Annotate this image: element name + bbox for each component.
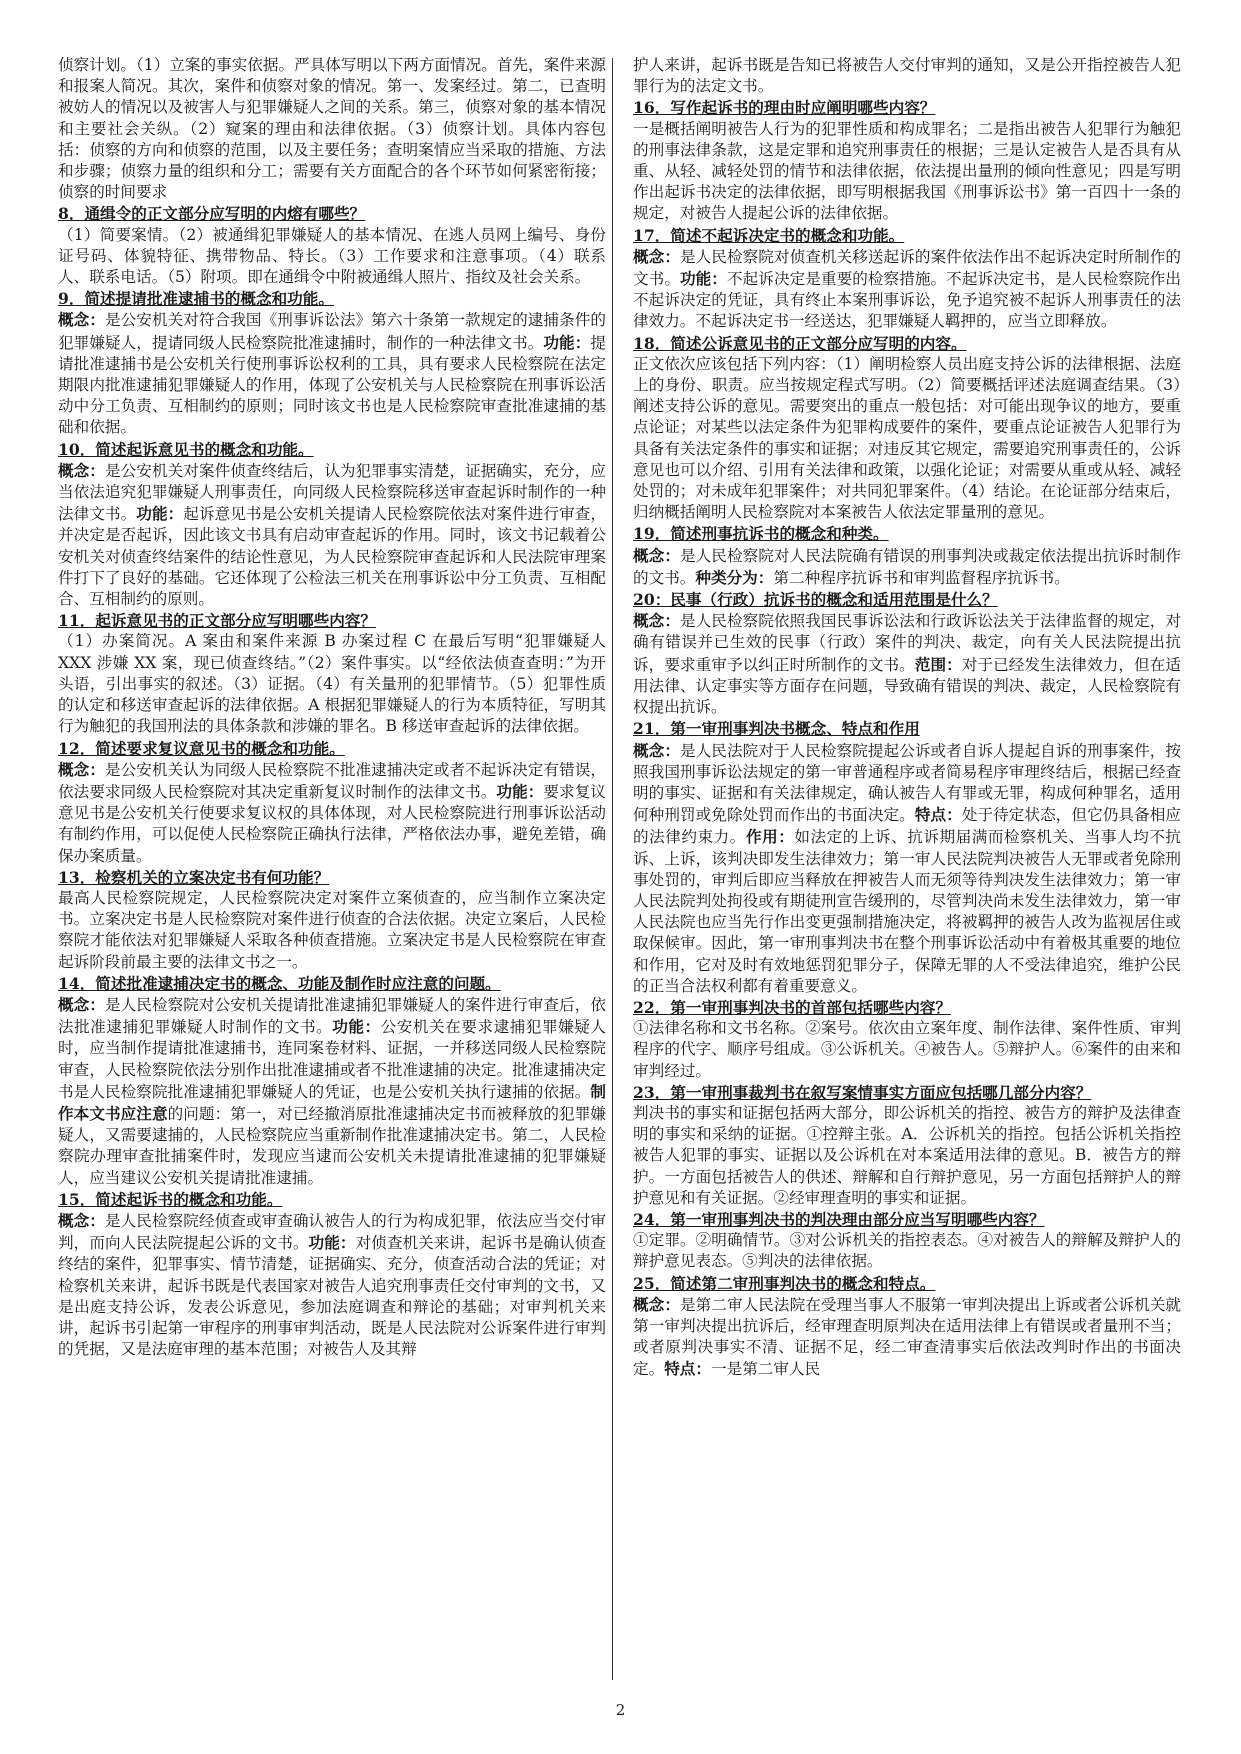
answer-paragraph [58,759,606,867]
question-heading: 12．简述要求复议意见书的概念和功能。 [58,738,345,758]
answer-text: 是人民检察院对侦查机关移送起诉的案件依法作出不起诉决定时所制作的文书。 [633,247,1181,289]
answer-paragraph [58,309,606,438]
term-label: 概念： [58,759,105,779]
term-label: 概念： [633,611,680,631]
answer-paragraph [58,1210,606,1360]
question-heading: 23．第一审刑事裁判书在叙写案情事实方面应包括哪几部分内容？ [633,1082,1092,1102]
answer-text: 提请批准逮捕书是公安机关行使刑事诉讼权利的工具，具有要求人民检察院在法定期限内批准逮捕犯罪嫌疑人的作用，体现了公安机关与人民检察院在刑事诉讼活动中分工负责、互相制约的原则；同时该文书也是人民检察院审查批准逮捕的基础和依据。 [58,333,606,437]
term-label: 概念： [633,545,680,565]
question-heading: 21．第一审刑事判决书概念、特点和作用 [633,719,920,739]
answer-text: 要求复议意见书是公安机关行使要求复议权的具体体现，对人民检察院进行刑事诉讼活动有制约作用，可以促使人民检察院正确执行法律，严格依法办事，避免差错，确保办案质量。 [58,782,606,865]
answer-paragraph [58,460,606,610]
question-heading: 10．简述起诉意见书的概念和功能。 [58,439,314,459]
term-label: 概念： [58,460,105,480]
term-label: 概念： [633,740,680,760]
term-label: 概念： [633,1294,680,1314]
question-heading: 11．起诉意见书的正文部分应写明哪些内容？ [58,611,376,631]
answer-paragraph: 最高人民检察院规定，人民检察院决定对案件立案侦查的，应当制作立案决定书。立案决定书是人民检察院对案件进行侦查的合法依据。决定立案后，人民检察院才能依法对犯罪嫌疑人采取各种侦查措施。立案决定书是人民检察院在审查起诉阶段前最主要的法律文书之一。 [58,888,606,971]
answer-paragraph [633,1294,1181,1381]
answer-text: 一是第二审人民 [711,1360,821,1379]
answer-paragraph: 护人来讲，起诉书既是告知已将被告人交付审判的通知，又是公开指控被告人犯罪行为的法定文书。 [633,56,1181,96]
question-heading: 14．简述批准逮捕决定书的概念、功能及制作时应注意的问题。 [58,973,501,993]
question-heading: 24．第一审刑事判决书的判决理由部分应当写明哪些内容？ [633,1209,1045,1229]
answer-text: 对于已经发生法律效力，但在适用法律、认定事实等方面存在问题，导致确有错误的判决、裁定，人民检察院有权提出抗诉。 [633,655,1181,717]
page-number: 2 [615,1701,626,1719]
question-heading: 22．第一审刑事判决书的首部包括哪些内容？ [633,997,951,1017]
answer-text: 是公安机关对案件侦查终结后，认为犯罪事实清楚，证据确实，充分，应当依法追究犯罪嫌疑人刑事责任，向同级人民检察院移送审查起诉时制作的一种法律文书。 [58,461,606,524]
term-label: 种类分为： [695,567,774,587]
term-label: 概念： [58,1210,105,1230]
answer-text: 是第二审人民法院在受理当事人不服第一审判决提出上诉或者公诉机关就第一审判决提出抗诉后，经审理查明原判决在适用法律上有错误或者量刑不当；或者原判决事实不清、证据不足，经二审查清事实后依法改判时作出的书面决定。 [633,1295,1181,1379]
term-label: 功能： [496,781,544,801]
answer-paragraph: 正文依次应该包括下列内容：（1）阐明检察人员出庭支持公诉的法律根据、法庭上的身份、职责。应当按规定程式写明。（2）简要概括评述法庭调查结果。（3）阐述支持公诉的意见。需要突出的重点一般包括：对可能出现争议的地方，要重点论证；对某些以法定条件为犯罪构成要件的案件，要重点论证被告人犯罪行为具备有关法定条件的事实和证据；对违反其它规定，需要追究刑事责任的，公诉意见也可以介绍、引用有关法律和政策，以强化论证；对需要从重或从轻、减轻处罚的；对未成年犯罪案件；对共同犯罪案件。（4）结论。在论证部分结束后，归纳概括阐明人民检察院对本案被告人依法定罪量刑的意见。 [633,354,1181,522]
term-label: 制作本文书应注意 [58,1081,606,1123]
term-label: 特点： [914,805,962,825]
answer-text: 起诉意见书是公安机关提请人民检察院依法对案件进行审查，并决定是否起诉，因此该文书具有启动审查起诉的作用。同时，该文书记载着公安机关对侦查终结案件的结论性意见，为人民检察院审查起诉和人民法院审理案件打下了良好的基础。它还体现了公检法三机关在刑事诉讼中分工负责、互相配合、互相制约的原则。 [58,505,606,609]
answer-paragraph: （1）简要案情。（2）被通缉犯罪嫌疑人的基本情况、在逃人员网上编号、身份证号码、体貌特征、携带物品、特长。（3）工作要求和注意事项。（4）联系人、联系电话。（5）附项。即在通缉令中附被通缉人照片、指纹及社会关系。 [58,225,606,287]
question-heading: 20：民事（行政）抗诉书的概念和适用范围是什么？ [633,590,998,610]
answer-paragraph: ①定罪。②明确情节。③对公诉机关的指控表态。④对被告人的辩解及辩护人的辩护意见表态。⑤判决的法律依据。 [633,1231,1181,1271]
term-label: 功能： [679,269,727,289]
answer-text: 的问题：第一，对已经撤消原批准逮捕决定书而被释放的犯罪嫌疑人，又需要逮捕的，人民检察院应当重新制作批准逮捕决定书。第二，人民检察院办理审查批捕案件时，发现应当逮而公安机关未提请批准逮捕的犯罪嫌疑人，应当建议公安机关提请批准逮捕。 [58,1104,606,1187]
term-label: 特点： [664,1359,711,1379]
term-label: 功能： [332,1017,381,1037]
answer-paragraph: 一是概括阐明被告人行为的犯罪性质和构成罪名；二是指出被告人犯罪行为触犯的刑事法律条款，这是定罪和追究刑事责任的根据；三是认定被告人是否具有从重、从轻、减轻处罚的情节和法律依据，依法提出量刑的倾向性意见；四是写明作出起诉书决定的法律依据，即写明根据我国《刑事诉讼书》第一百四十一条的规定，对被告人提起公诉的法律依据。 [633,119,1181,223]
answer-text: 是人民检察院对公安机关提请批准逮捕犯罪嫌疑人的案件进行审查后，依法批准逮捕犯罪嫌疑人时制作的文书。 [58,995,606,1037]
question-heading: 13．检察机关的立案决定书有何功能？ [58,867,330,887]
left-column [58,55,606,1360]
answer-paragraph: （1）办案简况。A 案由和案件来源 B 办案过程 C 在最后写明“犯罪嫌疑人 XXX 涉嫌 XX 案，现已侦查终结。”（2）案件事实。以“经依法侦查查明：”为开头语，引出事实的叙述。（3）证据。（4）有关量刑的犯罪情节。（5）犯罪性质的认定和移送审查起诉的法律依据。A 根据犯罪嫌疑人的行为本质特征，写明其行为触犯的我国刑法的具体条款和涉嫌的罪名。B 移送审查起诉的法律依据。 [58,632,606,736]
answer-paragraph [633,740,1181,997]
answer-text: 是公安机关认为同级人民检察院不批准逮捕决定或者不起诉决定有错误，依法要求同级人民检察院对其决定重新复议时制作的法律文书。 [58,760,606,801]
answer-text: 处于待定状态，但它仍具备相应的法律约束力。 [633,806,1181,847]
question-heading: 8．通缉令的正文部分应写明的内熔有哪些？ [58,204,366,224]
right-column [633,55,1181,1381]
answer-text: 是人民法院对于人民检察院提起公诉或者自诉人提起自诉的刑事案件，按照我国刑事诉讼法规定的第一审普通程序或者简易程序审理终结后，根据已经查明的事实、证据和有关法律规定，确认被告人有罪或无罪，构成何种罪名，适用何种刑罚或免除处罚而作出的书面决定。 [633,741,1181,825]
answer-text: 是人民检察院对人民法院确有错误的刑事判决或裁定依法提出抗诉时制作的文书。 [633,546,1181,587]
column-divider [612,58,613,1680]
answer-paragraph [633,246,1181,333]
answer-text: 对侦查机关来讲，起诉书是确认侦查终结的案件，犯罪事实、情节清楚，证据确实、充分，侦查活动合法的凭证；对检察机关来讲，起诉书既是代表国家对被告人追究刑事责任交付审判的文书，又是出庭支持公诉，发表公诉意见，参加法庭调查和辩论的基础；对审判机关来讲，起诉书引起第一审程序的刑事审判活动，既是人民法院对公诉案件进行审判的凭据，又是法庭审理的基本范围；对被告人及其辩 [58,1234,606,1359]
question-heading: 19．简述刑事抗诉书的概念和种类。 [633,524,889,544]
answer-text: 是人民检察院经侦查或审查确认被告人的行为构成犯罪，依法应当交付审判，而向人民法院提起公诉的文书。 [58,1211,606,1253]
answer-paragraph: ①法律名称和文书名称。②案号。依次由立案年度、制作法律、案件性质、审判程序的代字、顺序号组成。③公诉机关。④被告人。⑤辩护人。⑥案件的由来和审判经过。 [633,1019,1181,1080]
question-heading: 25．简述第二审刑事判决书的概念和特点。 [633,1273,936,1293]
term-label: 功能： [136,504,184,524]
answer-text: 第二种程序抗诉书和审判监督程序抗诉书。 [773,568,1070,587]
answer-paragraph: 判决书的事实和证据包括两大部分，即公诉机关的指控、被告方的辩护及法律查明的事实和采纳的证据。①控辩主张。A．公诉机关的指控。包括公诉机关指控被告人犯罪的事实、证据以及公诉机在对本案适用法律的意见。B．被告方的辩护。一方面包括被告人的供述、辩解和自行辩护意见，另一方面包括辩护人的辩护意见和有关证据。②经审理查明的事实和证据。 [633,1103,1181,1207]
answer-text: 公安机关在要求逮捕犯罪嫌疑人时，应当制作提请批准逮捕书，连同案卷材料、证据，一并移送同级人民检察院审查，人民检察院依法分别作出批准逮捕或者不批准逮捕的决定。批准逮捕决定书是人民检察院批准逮捕犯罪嫌疑人的凭证，也是公安机关执行逮捕的依据。 [58,1018,606,1101]
answer-text: 不起诉决定是重要的检察措施。不起诉决定书，是人民检察院作出不起诉决定的凭证，具有终止本案刑事诉讼，免予追究被不起诉人刑事责任的法律效力。不起诉决定书一经送达，犯罪嫌疑人羁押的，应当立即释放。 [633,270,1181,331]
answer-text: 如法定的上诉、抗诉期届满而检察机关、当事人均不抗诉、上诉，该判决即发生法律效力；第一审人民法院判决被告人无罪或者免除刑事处罚的，审判后即应当释放在押被告人而无须等待判决发生法律效力；第一审人民法院判处拘役或有期徒刑宣告缓刑的，尽管判决尚未发生法律效力，第一审人民法院也应当先行作出变更强制措施决定，将被羁押的被告人改为监视居住或取保候审。因此，第一审刑事判决书在整个刑事诉讼活动中有着极其重要的地位和作用，它对及时有效地惩罚犯罪分子，保障无罪的人不受法律追究，维护公民的正当合法权利都有着重要意义。 [633,828,1181,995]
term-label: 概念： [633,246,680,266]
term-label: 概念： [58,310,105,330]
answer-paragraph [633,610,1181,718]
question-heading: 15．简述起诉书的概念和功能。 [58,1189,283,1209]
answer-paragraph: 侦察计划。（1）立案的事实依据。严具体写明以下两方面情况。首先，案件来源和报案人简况。其次，案件和侦察对象的情况。第一、发案经过。第二，已查明被妨人的情况以及被害人与犯罪嫌疑人之间的关系。第三，侦察对象的基本情况和主要社会关纵。（2）窥案的理由和法律依据。（3）侦察计划。具体内容包括：侦察的方向和侦察的范围，以及主要任务；查明案情应当采取的措施、方法和步骤；侦察力量的组织和分工；需要有关方面配合的各个环节如何紧密衔接；侦察的时间要求 [58,56,606,202]
answer-text: 是人民检察院依照我国民事诉讼法和行政诉讼法关于法律监督的规定，对确有错误并已生效的民事（行政）案件的判决、裁定，向有关人民法院提出抗诉，要求重审予以纠正时所制作的文书。 [633,612,1181,674]
term-label: 功能： [308,1233,356,1253]
question-heading: 18．简述公诉意见书的正文部分应写明的内容。 [633,333,967,353]
answer-paragraph [58,994,606,1189]
term-label: 范围： [914,654,962,674]
term-label: 概念： [58,994,105,1014]
question-heading: 17．简述不起诉决定书的概念和功能。 [633,225,905,245]
answer-paragraph [633,545,1181,589]
question-heading: 16．写作起诉书的理由时应阐明哪些内容？ [633,98,936,118]
term-label: 作用： [745,827,795,847]
term-label: 功能： [543,332,591,352]
answer-text: 是公安机关对符合我国《刑事诉讼法》第六十条第一款规定的逮捕条件的犯罪嫌疑人，提请同级人民检察院批准逮捕时，制作的一种法律文书。 [58,311,606,352]
question-heading: 9．简述提请批准逮捕书的概念和功能。 [58,289,334,309]
